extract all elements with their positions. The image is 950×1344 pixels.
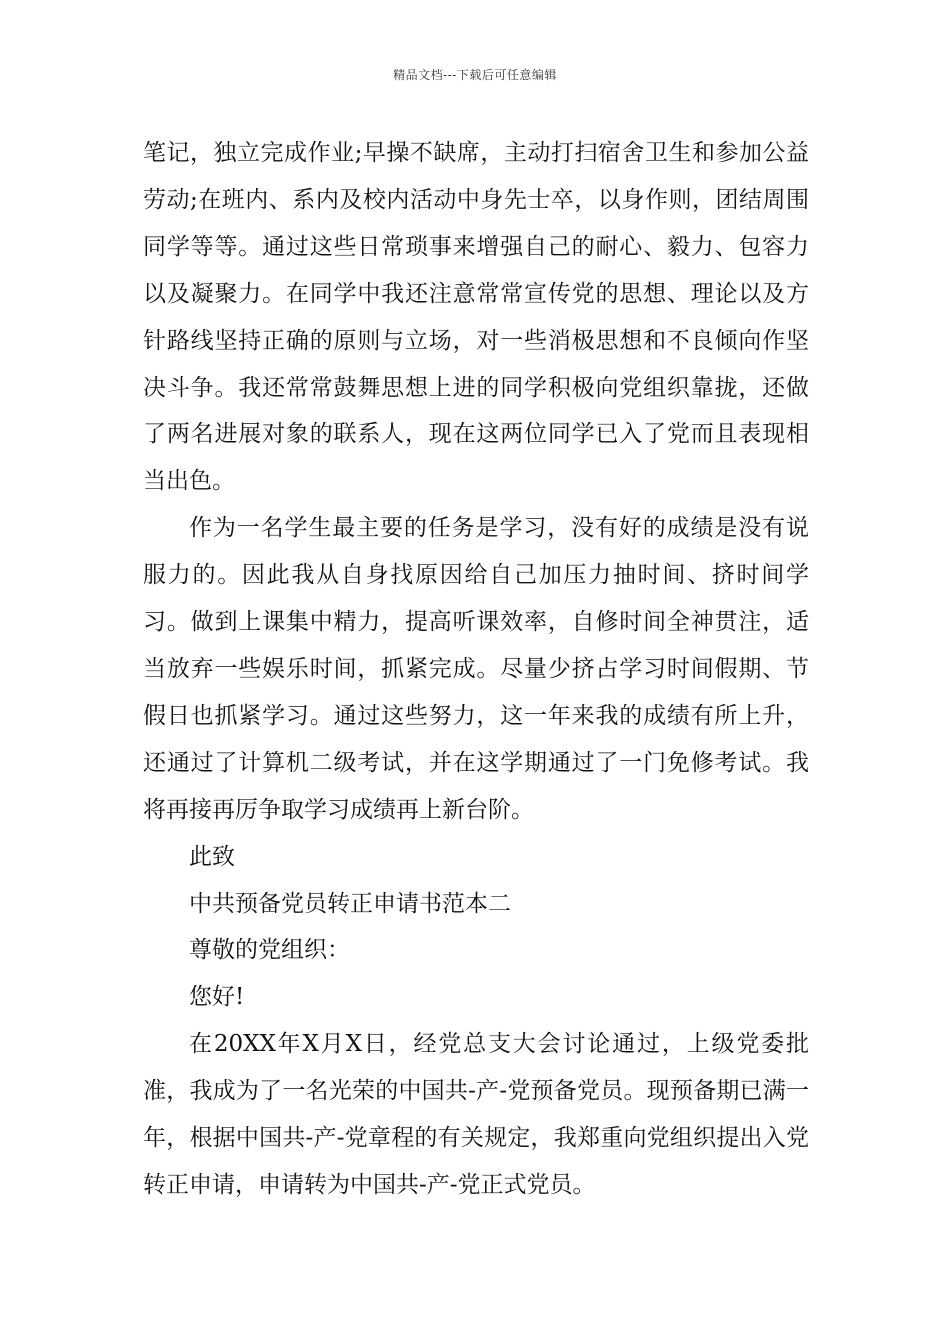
document-body [143, 130, 809, 1209]
paragraph-application: 在20XX年X月X日，经党总支大会讨论通过，上级党委批准，我成为了一名光荣的中国共-产-党预备党员。现预备期已满一年，根据中国共-产-党章程的有关规定，我郑重向党组织提出入党转正申请，申请转为中国共-产-党正式党员。 [143, 1031, 809, 1198]
paragraph-continuation: 笔记，独立完成作业;早操不缺席，主动打扫宿舍卫生和参加公益劳动;在班内、系内及校内活动中身先士卒，以身作则，团结周围同学等等。通过这些日常琐事来增强自己的耐心、毅力、包容力以及凝聚力。在同学中我还注意常常宣传党的思想、理论以及方针路线坚持正确的原则与立场，对一些消极思想和不良倾向作坚决斗争。我还常常鼓舞思想上进的同学积极向党组织靠拢，还做了两名进展对象的联系人，现在这两位同学已入了党而且表现相当出色。 [143, 140, 809, 495]
page-header: 精品文档---下载后可任意编辑 [393, 68, 557, 82]
paragraph-study: 作为一名学生最主要的任务是学习，没有好的成绩是没有说服力的。因此我从自身找原因给自己加压力抽时间、挤时间学习。做到上课集中精力，提高听课效率，自修时间全神贯注，适当放弃一些娱乐时间，抓紧完成。尽量少挤占学习时间假期、节假日也抓紧学习。通过这些努力，这一年来我的成绩有所上升，还通过了计算机二级考试，并在这学期通过了一门免修考试。我将再接再厉争取学习成绩再上新台阶。 [143, 515, 809, 823]
letter-greeting: 尊敬的党组织： [189, 937, 350, 964]
closing-salutation: 此致 [189, 843, 235, 870]
letter-hello: 您好! [189, 984, 245, 1011]
section-title: 中共预备党员转正申请书范本二 [189, 890, 511, 917]
